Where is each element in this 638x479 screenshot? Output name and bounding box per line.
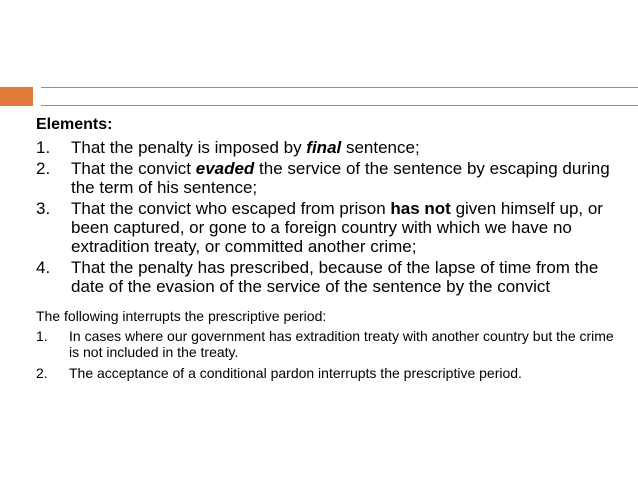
interrupt-text: In cases where our government has extradition treaty with another country but the crime is not included in the treaty. (69, 328, 614, 360)
element-item (36, 138, 626, 157)
element-text: given himself up, or been captured, or gone to a foreign country with which we have no extradition treaty, or committed another crime; (71, 199, 603, 256)
interrupt-number: 1. (36, 328, 48, 344)
elements-heading: Elements: (36, 116, 113, 133)
element-emphasis: evaded (195, 159, 255, 178)
element-number: 1. (36, 138, 51, 157)
element-text: the service of the sentence by escaping during the term of his sentence; (71, 159, 610, 197)
element-item (36, 199, 626, 256)
interrupt-text: The acceptance of a conditional pardon interrupts the prescriptive period. (69, 365, 522, 381)
element-number: 2. (36, 159, 51, 178)
interrupts-list (36, 328, 626, 381)
interrupts-heading: The following interrupts the prescriptive period: (36, 308, 327, 324)
elements-list (36, 138, 626, 296)
interrupt-item (36, 328, 626, 360)
accent-block (0, 87, 33, 106)
header-rule (41, 87, 638, 106)
element-number: 4. (36, 258, 51, 277)
element-text: sentence; (341, 138, 420, 157)
element-emphasis: has not (390, 199, 451, 218)
interrupt-item (36, 365, 626, 381)
interrupt-number: 2. (36, 365, 48, 381)
element-text: That the convict (71, 159, 196, 178)
element-text: That the penalty has prescribed, because of the lapse of time from the date of the evasion of the service of the sentence by the convict (71, 258, 599, 296)
element-text: That the convict who escaped from prison (71, 199, 391, 218)
element-item (36, 258, 626, 296)
element-number: 3. (36, 199, 51, 218)
element-emphasis: final (306, 138, 342, 157)
slide-content (36, 116, 626, 386)
element-text: That the penalty is imposed by (71, 138, 307, 157)
element-item (36, 159, 626, 197)
